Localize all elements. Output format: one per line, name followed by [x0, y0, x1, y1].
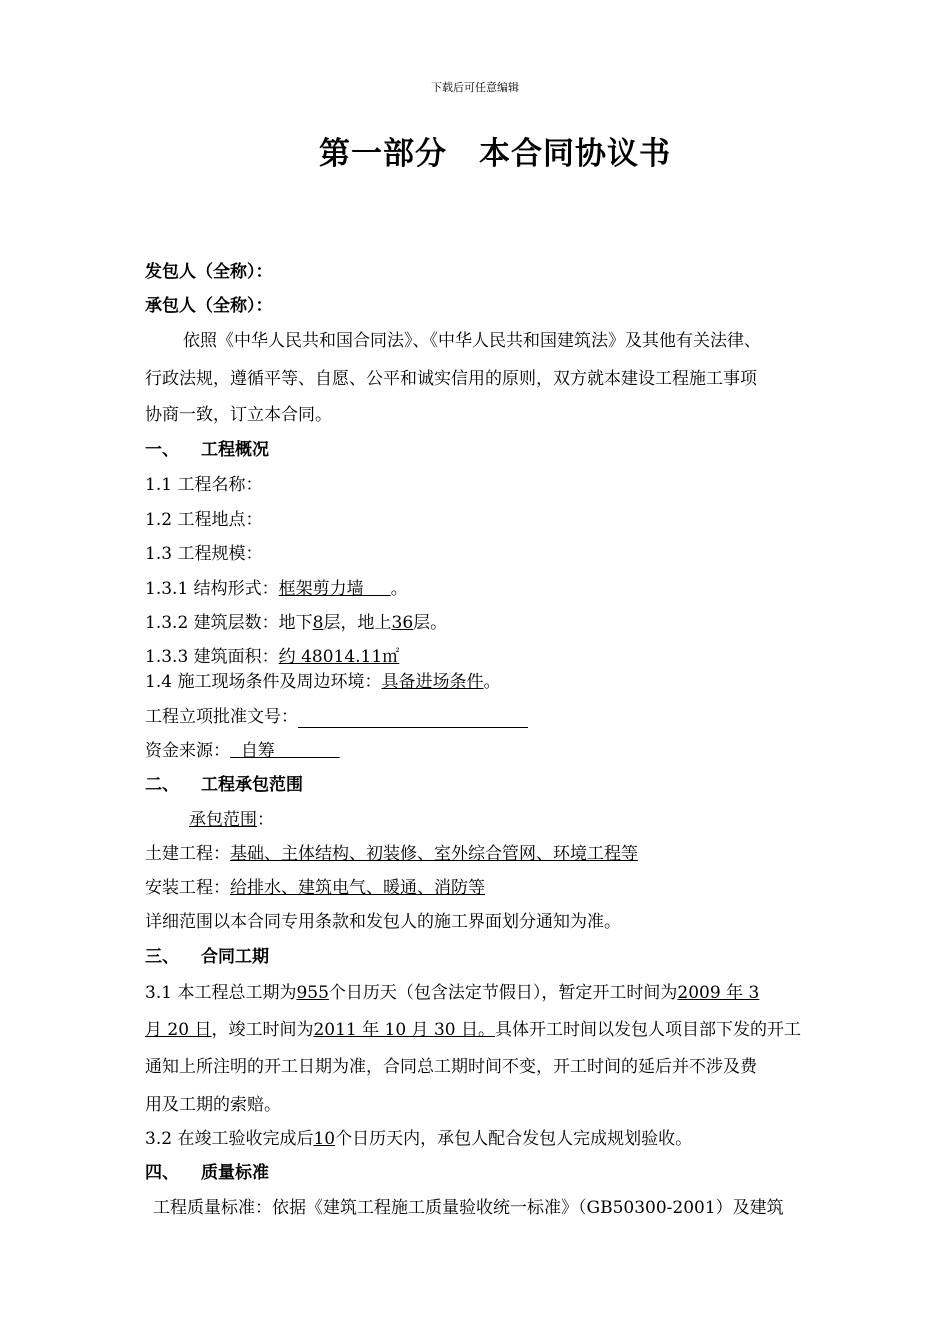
floors-underground-value: 8 [312, 613, 324, 633]
total-days-value: 955 [296, 983, 329, 1003]
install-line [145, 877, 485, 899]
fund-line [145, 740, 340, 762]
floors-aboveground-value: 36 [391, 613, 414, 633]
site-label: 1.4 施工现场条件及周边环境： [145, 672, 382, 692]
scope-line: 承包范围： [189, 810, 274, 830]
civil-value: 基础、主体结构、初装修、室外综合管网、环境工程等 [230, 844, 638, 864]
schedule-line-2: 月 20 日，竣工时间为2011 年 10 月 30 日。具体开工时间以发包人项目部下发的开工 [145, 1020, 801, 1040]
area-value: 约 48014.11㎡ [278, 647, 400, 667]
floors-label: 1.3.2 建筑层数：地下 [145, 613, 313, 633]
fund-value: 自筹 [240, 741, 275, 761]
approval-label: 工程立项批准文号： [145, 707, 298, 727]
page-title: 第一部分 本合同协议书 [319, 136, 671, 172]
site-value: 具备进场条件 [381, 672, 484, 692]
section-1-title: 工程概况 [201, 440, 269, 460]
floors-mid-text: 层，地上 [323, 613, 392, 633]
schedule-line-1: 3.1 本工程总工期为955个日历天（包含法定节假日），暂定开工时间为2009 年 3 [145, 983, 760, 1003]
section-2-heading [145, 774, 303, 796]
project-scale-line: 1.3 工程规模： [145, 544, 263, 564]
floors-end: 层。 [413, 613, 448, 633]
section-2-number: 二、 [145, 775, 179, 795]
section-1-number: 一、 [145, 440, 179, 460]
section-4-title: 质量标准 [201, 1163, 269, 1183]
scope-label: 承包范围 [189, 810, 257, 830]
completion-date: 2011 年 10 月 30 日。 [313, 1020, 495, 1040]
structure-value: 框架剪力墙 [278, 579, 364, 599]
structure-line [145, 578, 408, 600]
install-value: 给排水、建筑电气、暖通、消防等 [230, 878, 485, 898]
schedule-line-3: 通知上所注明的开工日期为准，合同总工期时间不变，开工时间的延后并不涉及费 [145, 1057, 757, 1077]
site-line [145, 671, 500, 693]
start-date-part-1: 2009 年 3 [677, 983, 760, 1003]
acceptance-line: 3.2 在竣工验收完成后10个日历天内，承包人配合发包人完成规划验收。 [145, 1129, 693, 1149]
civil-line [145, 843, 825, 865]
acceptance-days-value: 10 [313, 1129, 336, 1149]
header-note: 下载后可任意编辑 [431, 81, 519, 94]
floors-line [145, 612, 447, 634]
structure-label: 1.3.1 结构形式： [145, 579, 279, 599]
section-3-title: 合同工期 [201, 947, 269, 967]
area-line [145, 646, 399, 668]
fund-label: 资金来源： [145, 741, 230, 761]
intro-line-1: 依照《中华人民共和国合同法》、《中华人民共和国建筑法》及其他有关法律、 [183, 331, 761, 351]
section-3-heading [145, 946, 269, 968]
section-4-number: 四、 [145, 1163, 179, 1183]
schedule-line-4: 用及工期的索赔。 [145, 1095, 281, 1115]
approval-line [145, 706, 528, 728]
section-4-heading [145, 1162, 269, 1184]
section-1-heading [145, 439, 269, 461]
section-3-number: 三、 [145, 947, 179, 967]
project-name-line: 1.1 工程名称： [145, 475, 263, 495]
section-2-title: 工程承包范围 [201, 775, 303, 795]
intro-line-2: 行政法规，遵循平等、自愿、公平和诚实信用的原则，双方就本建设工程施工事项 [145, 369, 757, 389]
install-label: 安装工程： [145, 878, 230, 898]
approval-blank [298, 709, 528, 728]
start-date-part-2: 月 20 日 [145, 1020, 212, 1040]
structure-end: 。 [390, 579, 408, 599]
employer-label: 发包人（全称）： [145, 262, 273, 282]
contractor-label: 承包人（全称）： [145, 296, 273, 316]
area-label: 1.3.3 建筑面积： [145, 647, 279, 667]
intro-line-3: 协商一致，订立本合同。 [145, 405, 332, 425]
site-end: 。 [483, 672, 501, 692]
project-location-line: 1.2 工程地点： [145, 510, 263, 530]
scope-detail-line: 详细范围以本合同专用条款和发包人的施工界面划分通知为准。 [145, 912, 621, 932]
quality-line-1: 工程质量标准：依据《建筑工程施工质量验收统一标准》（GB50300-2001）及建筑 [153, 1198, 784, 1218]
civil-label: 土建工程： [145, 844, 230, 864]
